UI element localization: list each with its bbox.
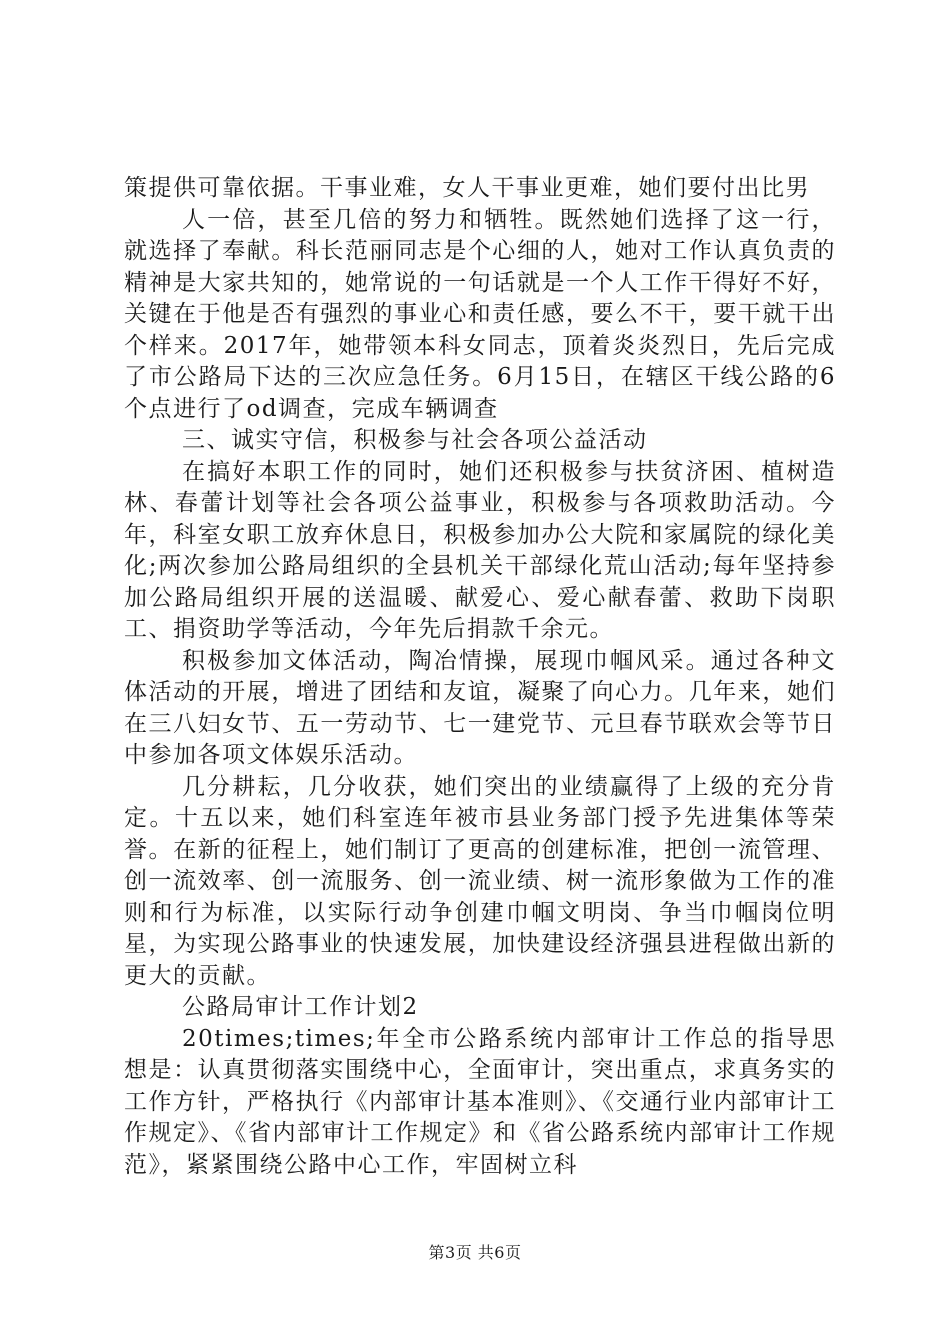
paragraph-audit-guidance: 20times;times;年全市公路系统内部审计工作总的指导思想是：认真贯彻落实围绕中心，全面审计，突出重点，求真务实的工作方针，严格执行《内部审计基本准则》、《交通行业内部审计工作规定》、《省内部审计工作规定》和《省公路系统内部审计工作规范》，紧紧围绕公路中心工作，牢固树立科: [124, 1025, 836, 1178]
page-number-footer: 第3页 共6页: [428, 1243, 522, 1262]
document-body: [124, 173, 836, 1181]
paragraph-cultural-activities: 积极参加文体活动，陶冶情操，展现巾帼风采。通过各种文体活动的开展，增进了团结和友谊，凝聚了向心力。几年来，她们在三八妇女节、五一劳动节、七一建党节、元旦春节联欢会等节日中参加各项文体娱乐活动。: [124, 647, 836, 768]
section-heading-audit-plan: 公路局审计工作计划2: [182, 994, 419, 1020]
paragraph-dedication: 人一倍，甚至几倍的努力和牺牲。既然她们选择了这一行，就选择了奉献。科长范丽同志是个心细的人，她对工作认真负责的精神是大家共知的，她常说的一句话就是一个人工作干得好不好，关键在于他是否有强烈的事业心和责任感，要么不干，要干就干出个样来。2017年，她带领本科女同志，顶着炎炎烈日，先后完成了市公路局下达的三次应急任务。6月15日，在辖区干线公路的6个点进行了od调查，完成车辆调查: [124, 206, 836, 422]
paragraph-continuation: 策提供可靠依据。干事业难，女人干事业更难，她们要付出比男: [124, 175, 810, 201]
paragraph-achievements: 几分耕耘，几分收获，她们突出的业绩赢得了上级的充分肯定。十五以来，她们科室连年被市县业务部门授予先进集体等荣誉。在新的征程上，她们制订了更高的创建标准，把创一流管理、创一流效率、创一流服务、创一流业绩、树一流形象做为工作的准则和行为标准，以实际行动争创建巾帼文明岗、争当巾帼岗位明星，为实现公路事业的快速发展，加快建设经济强县进程做出新的更大的贡献。: [124, 773, 836, 989]
section-heading-integrity: 三、诚实守信，积极参与社会各项公益活动: [182, 427, 648, 453]
paragraph-public-welfare: 在搞好本职工作的同时，她们还积极参与扶贫济困、植树造林、春蕾计划等社会各项公益事业，积极参与各项救助活动。今年，科室女职工放弃休息日，积极参加办公大院和家属院的绿化美化;两次参加公路局组织的全县机关干部绿化荒山活动;每年坚持参加公路局组织开展的送温暖、献爱心、爱心献春蕾、救助下岗职工、捐资助学等活动，今年先后捐款千余元。: [124, 458, 836, 642]
